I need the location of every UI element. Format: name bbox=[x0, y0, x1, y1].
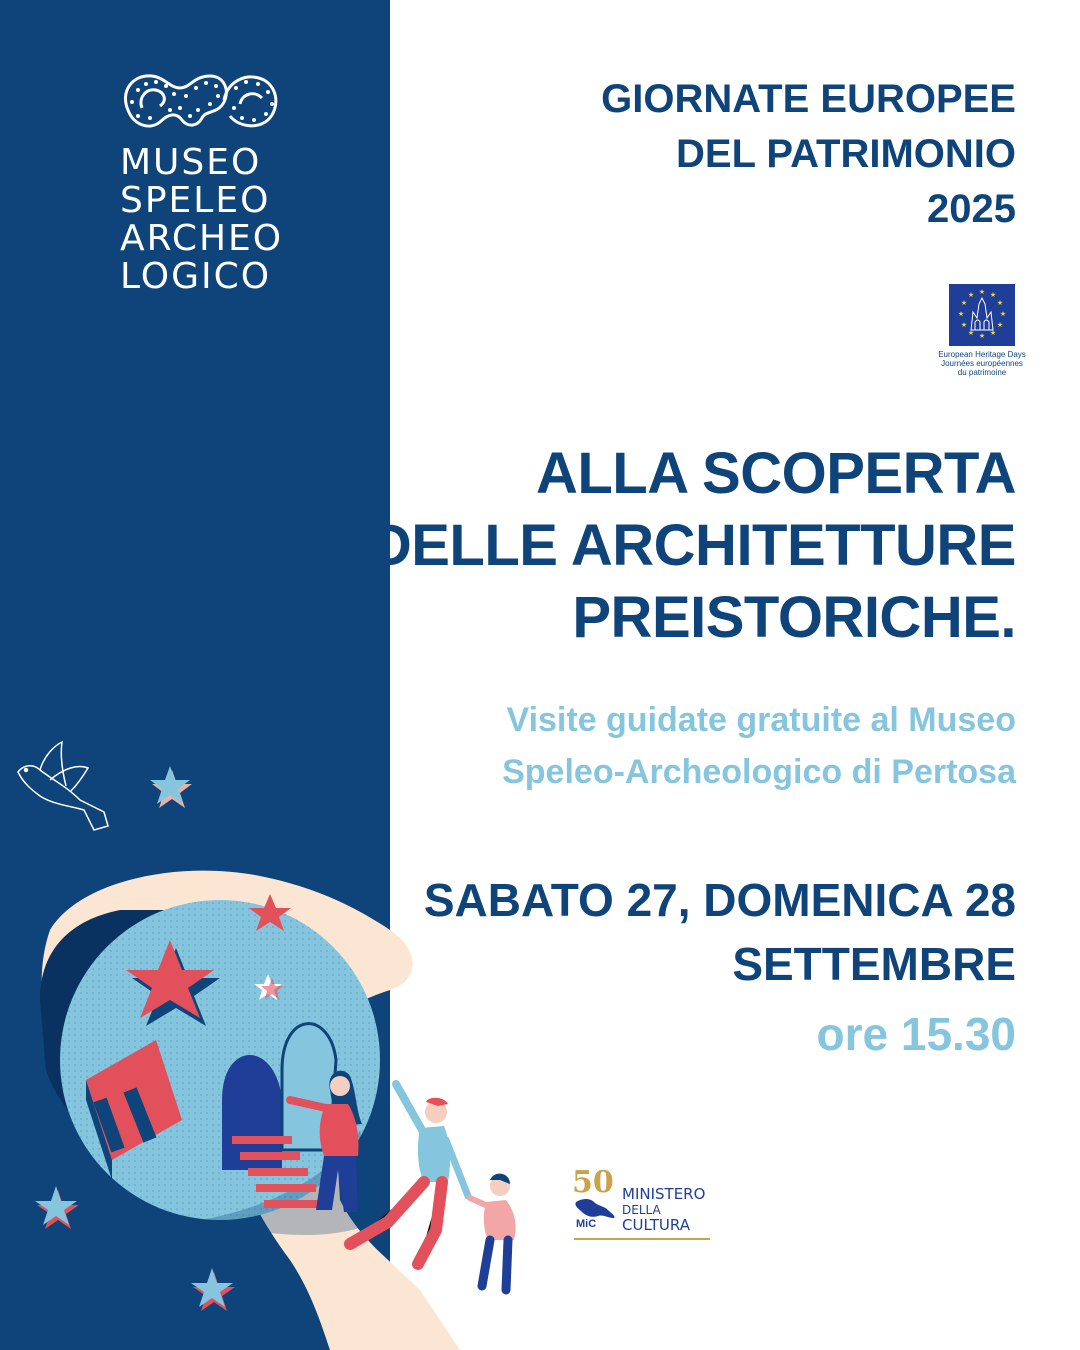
dates-line: SETTEMBRE bbox=[732, 938, 1016, 990]
child-figure bbox=[470, 1174, 516, 1290]
ehd-caption-line: du patrimoine bbox=[957, 368, 1007, 377]
star-icon bbox=[35, 1186, 79, 1229]
svg-text:★: ★ bbox=[967, 329, 975, 337]
svg-text:★: ★ bbox=[999, 310, 1007, 318]
museum-name bbox=[120, 142, 284, 297]
svg-text:★: ★ bbox=[996, 299, 1004, 307]
mic-label: MiC bbox=[576, 1218, 597, 1230]
svg-text:★: ★ bbox=[989, 329, 997, 337]
museum-name-line: LOGICO bbox=[120, 256, 272, 297]
svg-text:★: ★ bbox=[957, 310, 965, 318]
headline-line: ALLA SCOPERTA bbox=[535, 441, 1016, 506]
anniversary-number: 50 bbox=[572, 1165, 614, 1200]
cave-logo-icon bbox=[120, 70, 280, 132]
gold-divider bbox=[574, 1238, 710, 1240]
svg-text:★: ★ bbox=[960, 299, 968, 307]
headline bbox=[370, 438, 1016, 654]
headline-line: PREISTORICHE. bbox=[572, 585, 1016, 650]
museum-name-line: SPELEO bbox=[120, 180, 271, 221]
subtitle-line: Speleo-Archeologico di Pertosa bbox=[502, 753, 1016, 791]
italy-map-icon bbox=[574, 1196, 618, 1220]
museum-name-line: MUSEO bbox=[120, 142, 262, 183]
ministero-name bbox=[622, 1186, 705, 1234]
svg-text:★: ★ bbox=[978, 332, 986, 340]
svg-text:★: ★ bbox=[960, 321, 968, 329]
headline-line: DELLE ARCHITETTURE bbox=[369, 513, 1016, 578]
eu-flag-icon bbox=[949, 284, 1015, 346]
event-time: ore 15.30 bbox=[816, 1008, 1016, 1060]
museum-name-line: ARCHEO bbox=[120, 218, 284, 259]
dates-line: SABATO 27, DOMENICA 28 bbox=[423, 874, 1016, 926]
ministero-line: DELLA bbox=[622, 1203, 661, 1217]
event-title-line: GIORNATE EUROPEE bbox=[601, 77, 1016, 121]
ehd-caption-line: European Heritage Days bbox=[938, 350, 1026, 359]
event-title-line: DEL PATRIMONIO bbox=[676, 132, 1016, 176]
bird-icon bbox=[18, 742, 108, 830]
european-heritage-days-logo bbox=[936, 284, 1028, 377]
svg-text:★: ★ bbox=[967, 291, 975, 299]
event-title-line: 2025 bbox=[927, 187, 1016, 231]
svg-text:★: ★ bbox=[978, 288, 986, 296]
ministero-cultura-logo bbox=[572, 1165, 712, 1242]
ehd-caption-line: Journées européennes bbox=[941, 359, 1023, 368]
ehd-caption bbox=[936, 350, 1028, 377]
svg-text:★: ★ bbox=[996, 321, 1004, 329]
subtitle bbox=[502, 694, 1016, 798]
star-icon bbox=[150, 766, 192, 808]
museum-logo bbox=[120, 70, 284, 297]
svg-text:★: ★ bbox=[989, 291, 997, 299]
star-icon bbox=[191, 1268, 235, 1311]
ministero-line: MINISTERO bbox=[622, 1185, 706, 1203]
event-title bbox=[601, 72, 1016, 237]
ministero-line: CULTURA bbox=[622, 1216, 690, 1234]
subtitle-line: Visite guidate gratuite al Museo bbox=[506, 701, 1016, 739]
cave-illustration bbox=[0, 720, 560, 1350]
